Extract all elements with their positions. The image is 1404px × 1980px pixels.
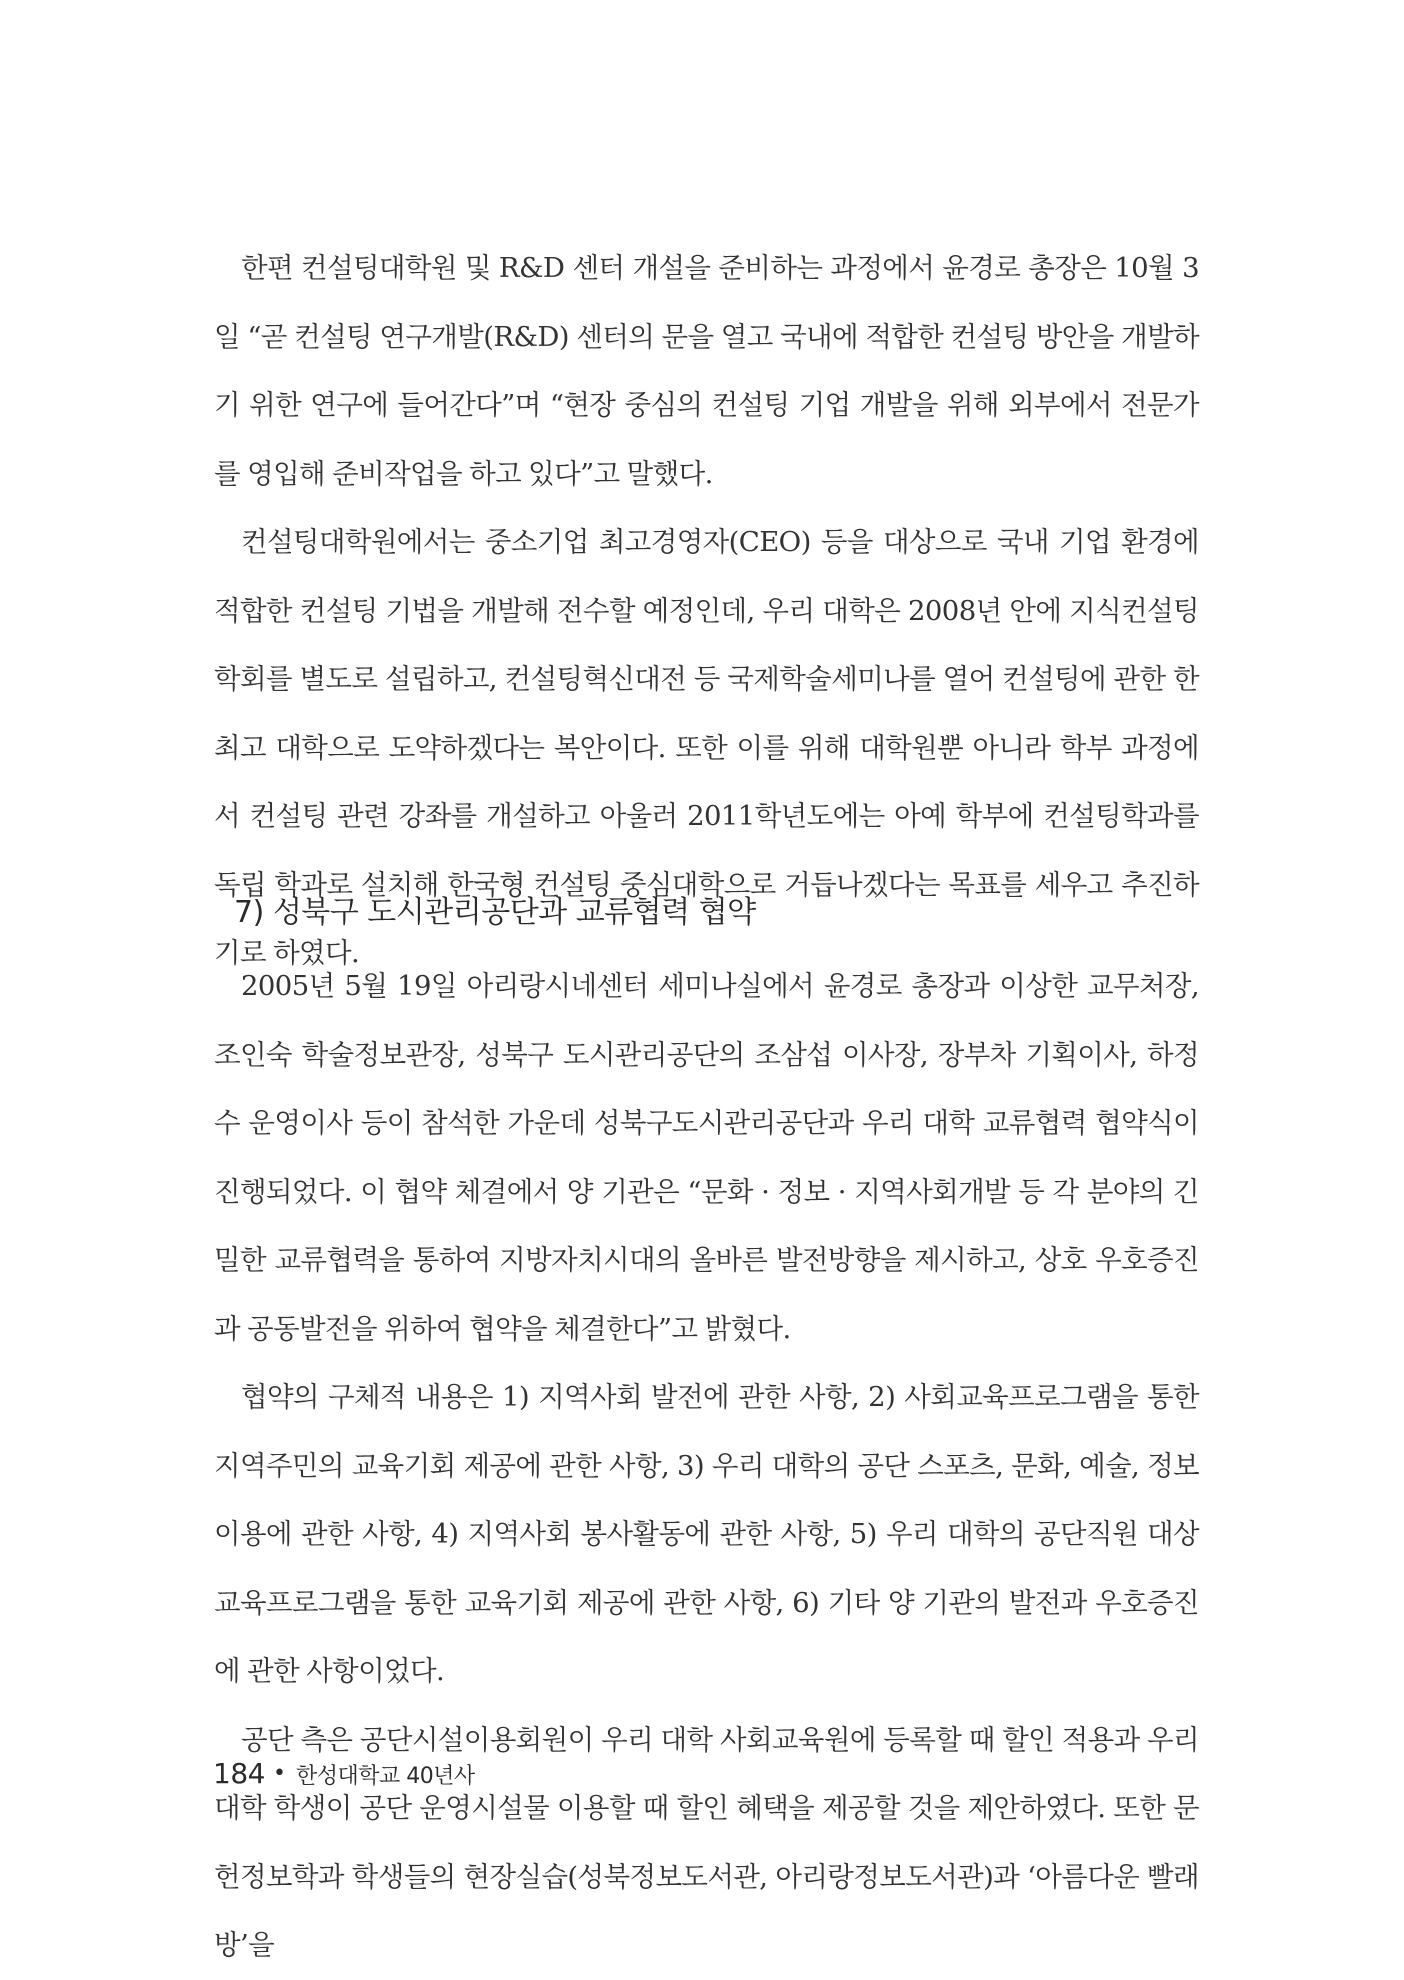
body-text-section <box>214 952 1199 1980</box>
paragraph: 2005년 5월 19일 아리랑시네센터 세미나실에서 윤경로 총장과 이상한 교무처장, 조인숙 학술정보관장, 성북구 도시관리공단의 조삼섭 이사장, 장부차 기획이사, 하정수 운영이사 등이 참석한 가운데 성북구도시관리공단과 우리 대학 교류협력 협약식이 진행되었다. 이 협약 체결에서 양 기관은 “문화 · 정보 · 지역사회개발 등 각 분야의 긴밀한 교류협력을 통하여 지방자치시대의 올바른 발전방향을 제시하고, 상호 우호증진과 공동발전을 위하여 협약을 체결한다”고 밝혔다. <box>214 970 1199 1345</box>
footer-bullet: • <box>272 1761 286 1786</box>
paragraph: 컨설팅대학원에서는 중소기업 최고경영자(CEO) 등을 대상으로 국내 기업 환경에 적합한 컨설팅 기법을 개발해 전수할 예정인데, 우리 대학은 2008년 안에 지식컨설팅학회를 별도로 설립하고, 컨설팅혁신대전 등 국제학술세미나를 열어 컨설팅에 관한 한 최고 대학으로 도약하겠다는 복안이다. 또한 이를 위해 대학원뿐 아니라 학부 과정에서 컨설팅 관련 강좌를 개설하고 아울러 2011학년도에는 아예 학부에 컨설팅학과를 독립 학과로 설치해 한국형 컨설팅 중심대학으로 거듭나겠다는 목표를 세우고 추진하기로 하였다. <box>214 526 1199 969</box>
page-footer <box>213 1757 475 1790</box>
book-title: 한성대학교 40년사 <box>295 1764 475 1789</box>
paragraph: 한편 컨설팅대학원 및 R&D 센터 개설을 준비하는 과정에서 윤경로 총장은 10월 3일 “곧 컨설팅 연구개발(R&D) 센터의 문을 열고 국내에 적합한 컨설팅 방안을 개발하기 위한 연구에 들어간다”며 “현장 중심의 컨설팅 기업 개발을 위해 외부에서 전문가를 영입해 준비작업을 하고 있다”고 말했다. <box>214 252 1199 490</box>
section-heading: 7) 성북구 도시관리공단과 교류협력 협약 <box>234 895 756 930</box>
paragraph: 공단 측은 공단시설이용회원이 우리 대학 사회교육원에 등록할 때 할인 적용과 우리 대학 학생이 공단 운영시설물 이용할 때 할인 혜택을 제공할 것을 제안하였다. 또한 문헌정보학과 학생들의 현장실습(성북정보도서관, 아리랑정보도서관)과 ‘아름다운 빨래방’을 <box>214 1723 1199 1961</box>
page-number: 184 <box>213 1757 265 1790</box>
body-text-top <box>214 234 1199 988</box>
paragraph: 협약의 구체적 내용은 1) 지역사회 발전에 관한 사항, 2) 사회교육프로그램을 통한 지역주민의 교육기회 제공에 관한 사항, 3) 우리 대학의 공단 스포츠, 문화, 예술, 정보 이용에 관한 사항, 4) 지역사회 봉사활동에 관한 사항, 5) 우리 대학의 공단직원 대상 교육프로그램을 통한 교육기회 제공에 관한 사항, 6) 기타 양 기관의 발전과 우호증진에 관한 사항이었다. <box>214 1381 1199 1687</box>
